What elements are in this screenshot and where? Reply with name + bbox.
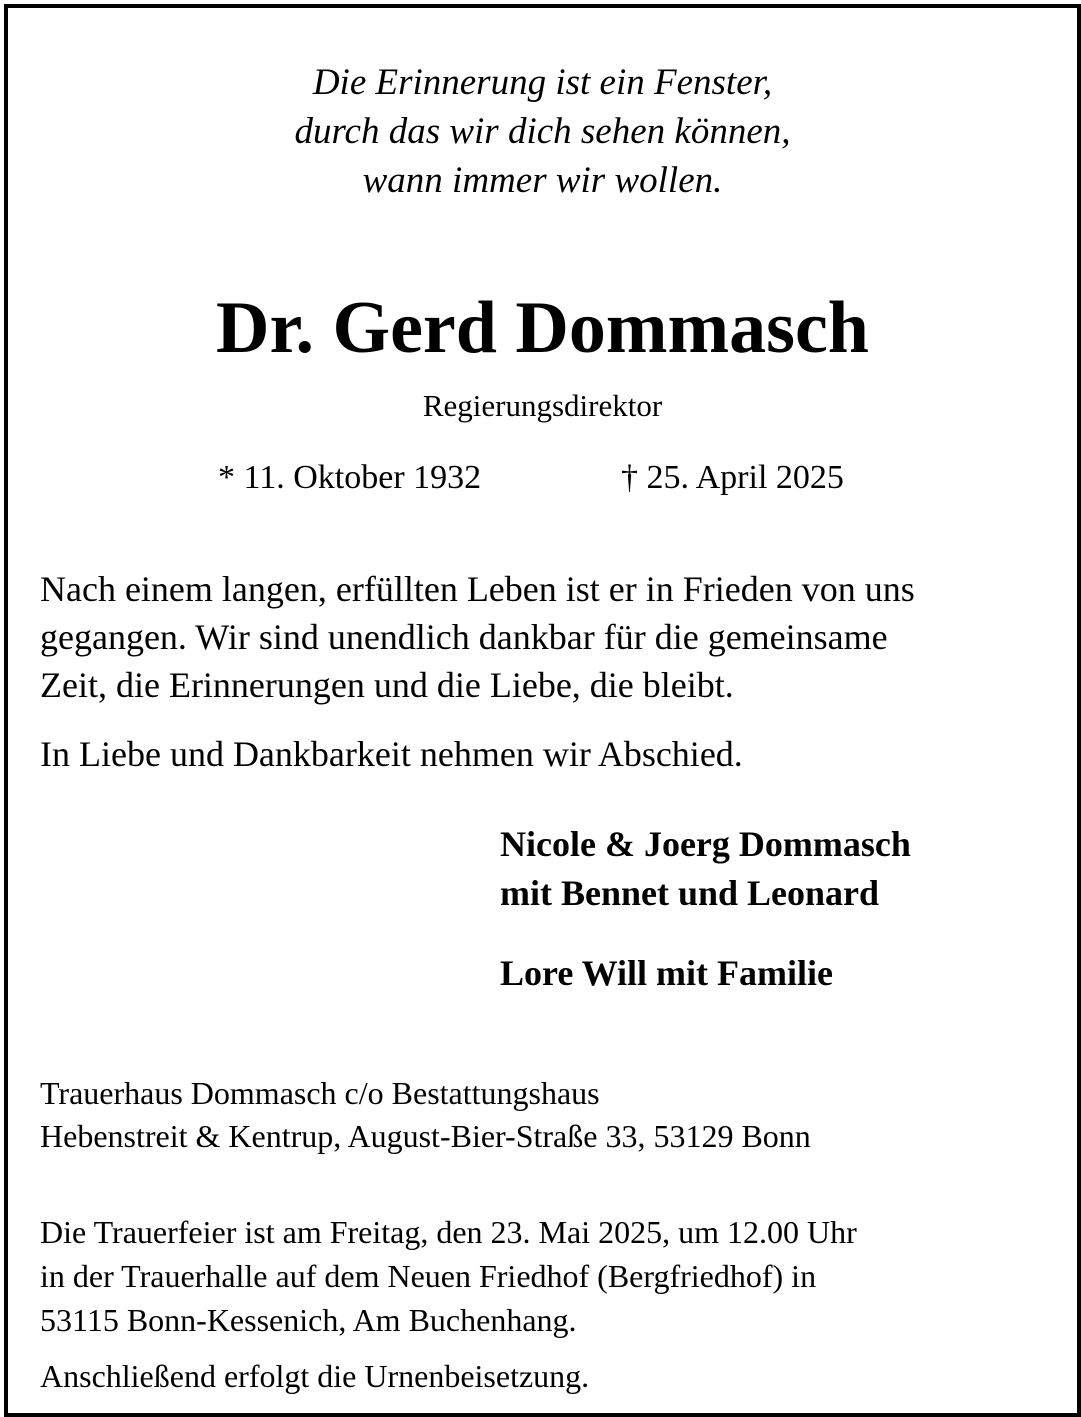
obituary-notice	[4, 4, 1081, 1417]
mourner-group-1	[500, 820, 911, 918]
ceremony-line: in der Trauerhalle auf dem Neuen Friedhof (Bergfriedhof) in	[40, 1258, 817, 1294]
ceremony-line: Die Trauerfeier ist am Freitag, den 23. Mai 2025, um 12.00 Uhr	[40, 1214, 857, 1250]
message-line: Nach einem langen, erfüllten Leben ist er in Frieden von uns	[40, 569, 915, 609]
quote-line: Die Erinnerung ist ein Fenster,	[312, 62, 773, 103]
address-line: Trauerhaus Dommasch c/o Bestattungshaus	[40, 1075, 600, 1111]
message-line: gegangen. Wir sind unendlich dankbar für die gemeinsame	[40, 617, 888, 657]
deceased-title: Regierungsdirektor	[422, 388, 663, 423]
urn-burial-note: Anschließend erfolgt die Urnenbeisetzung.	[40, 1358, 590, 1394]
address-line: Hebenstreit & Kentrup, August-Bier-Straße 33, 53129 Bonn	[40, 1118, 811, 1154]
birth-date: * 11. Oktober 1932	[218, 459, 482, 496]
quote-line: wann immer wir wollen.	[362, 160, 723, 201]
ceremony-line: 53115 Bonn-Kessenich, Am Buchenhang.	[40, 1302, 577, 1338]
farewell-text: In Liebe und Dankbarkeit nehmen wir Abschied.	[40, 734, 743, 774]
death-date: † 25. April 2025	[621, 459, 844, 496]
mourning-address	[40, 1072, 811, 1158]
mourner-line: Nicole & Joerg Dommasch	[500, 824, 911, 864]
mourner-group-2: Lore Will mit Familie	[500, 953, 833, 993]
memorial-quote	[8, 58, 1077, 205]
message-text	[40, 565, 915, 709]
message-line: Zeit, die Erinnerungen und die Liebe, die bleibt.	[40, 665, 734, 705]
mourner-line: mit Bennet und Leonard	[500, 873, 880, 913]
deceased-name: Dr. Gerd Dommasch	[216, 287, 869, 369]
quote-line: durch das wir dich sehen können,	[294, 111, 791, 152]
ceremony-info	[40, 1210, 857, 1342]
